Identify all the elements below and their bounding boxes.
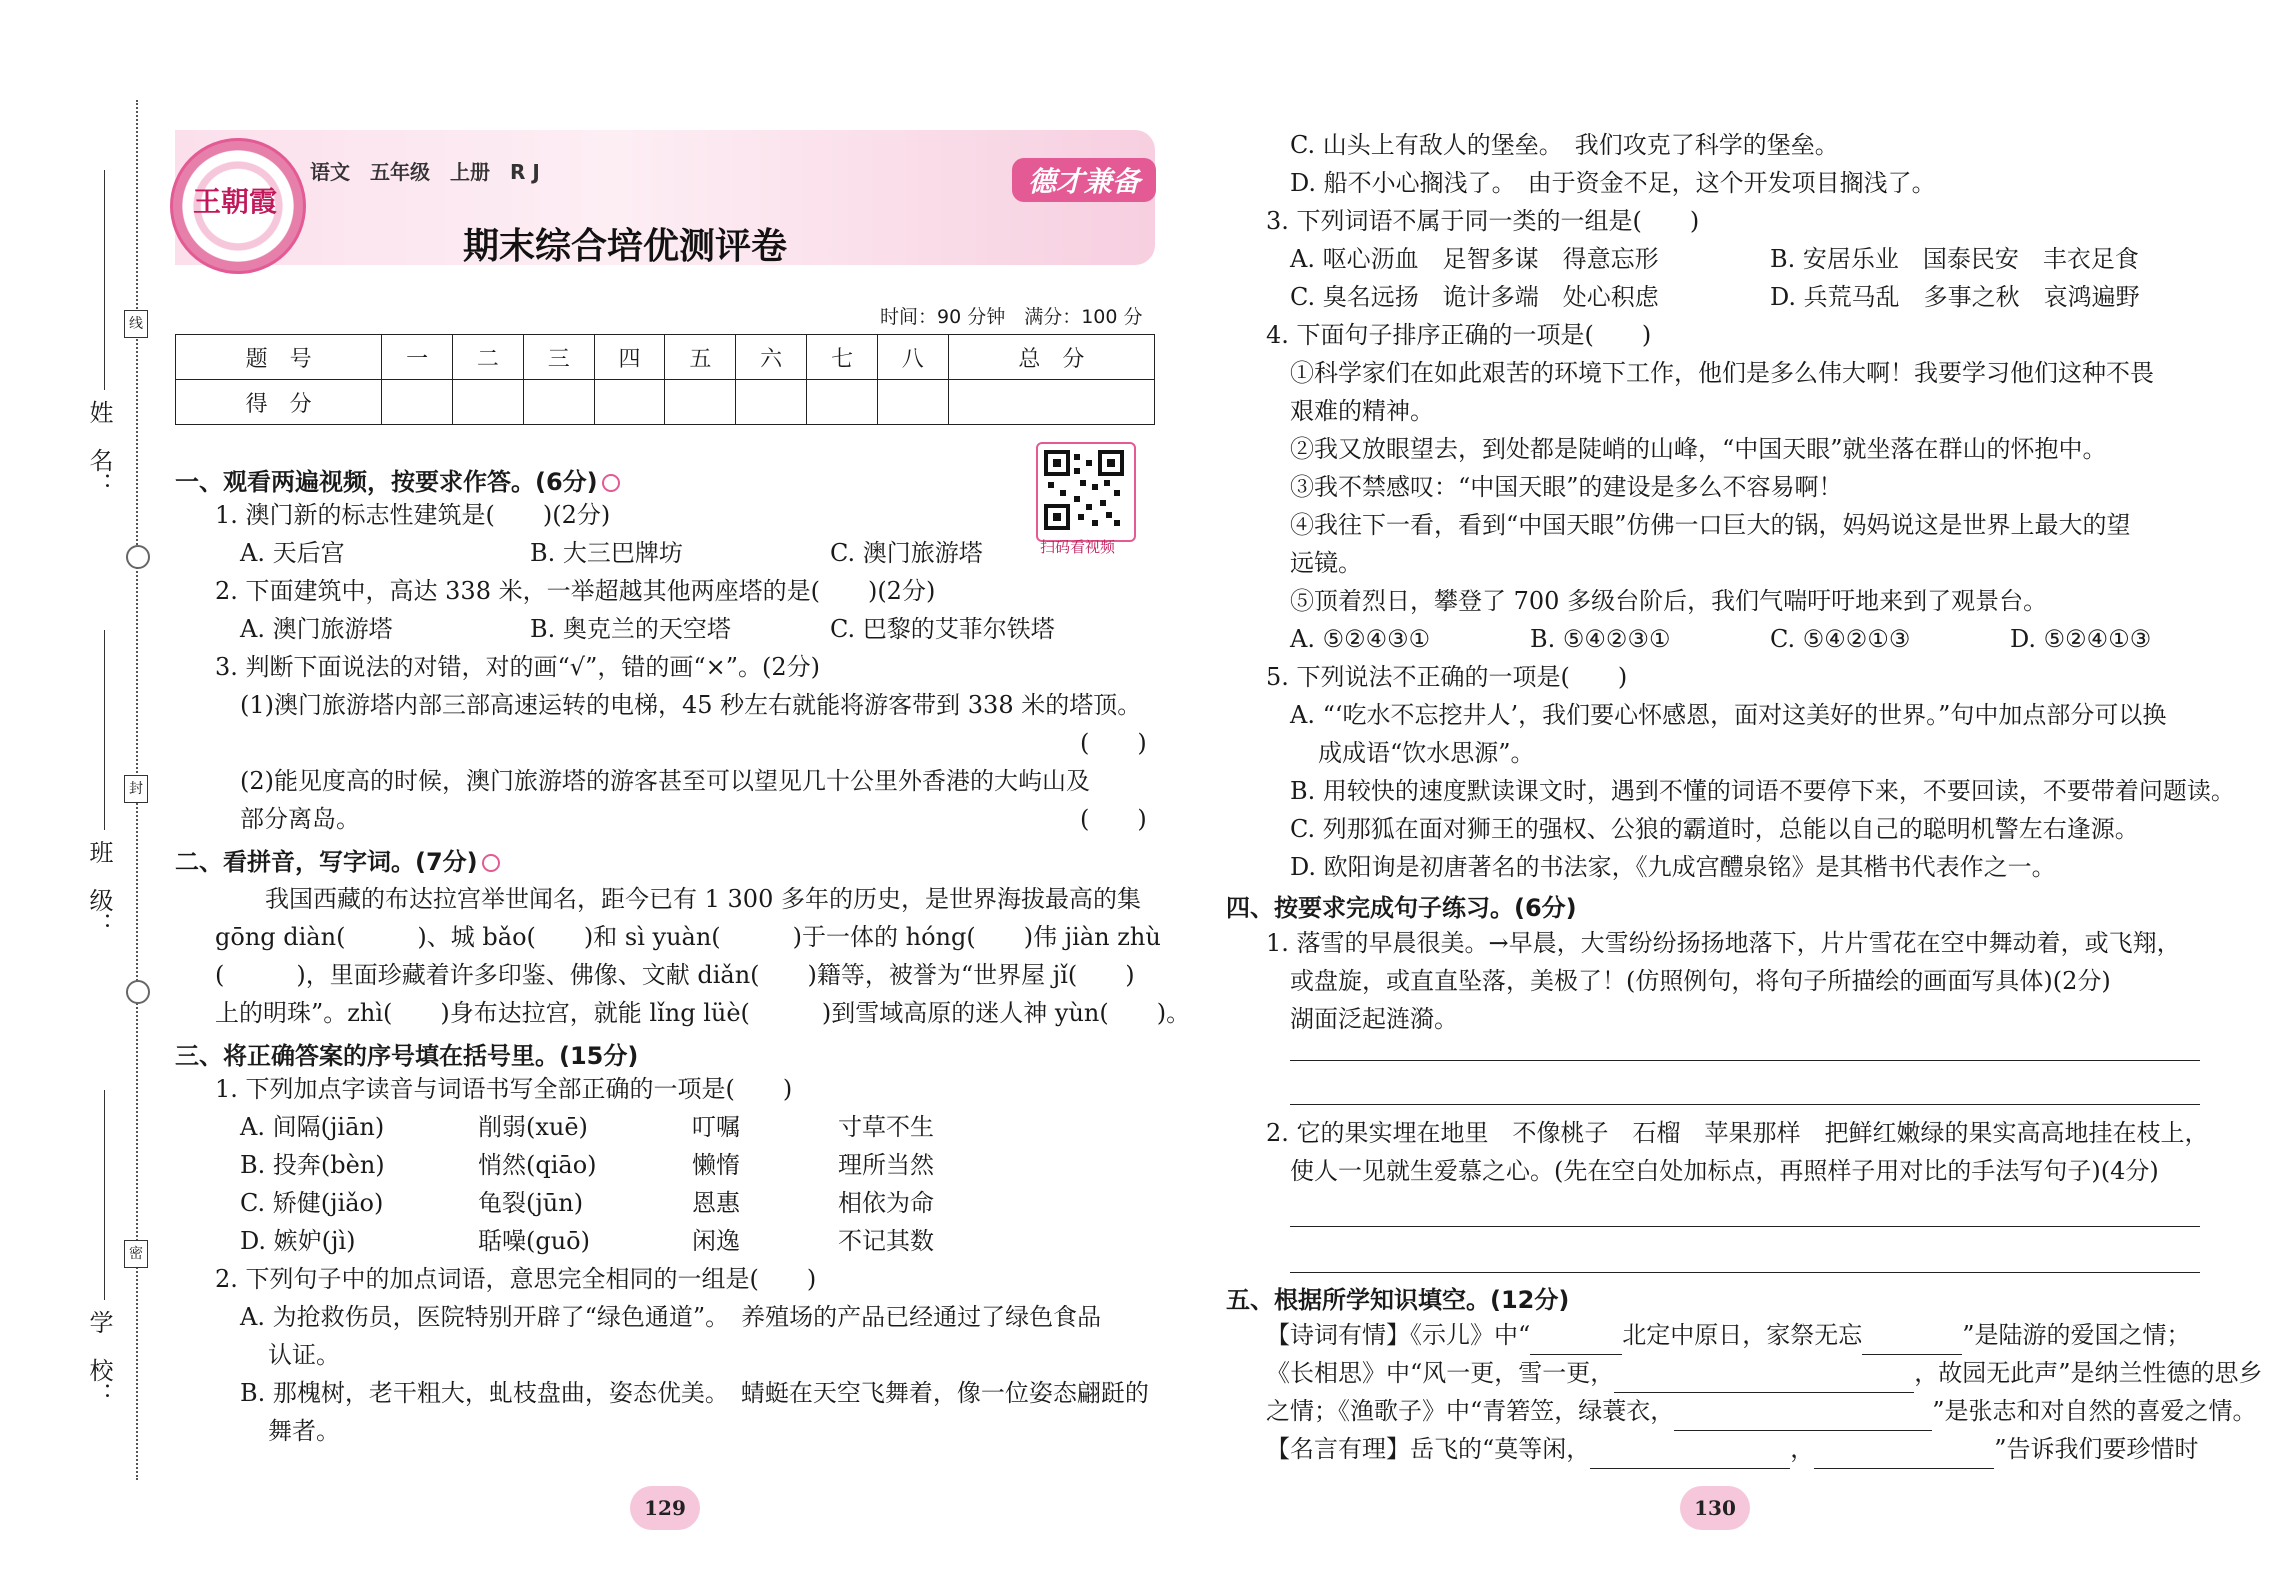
r-q2-option-c: C. 山头上有敌人的堡垒。 我们攻克了科学的堡垒。 [1290,131,1839,159]
score-cell[interactable] [665,380,736,425]
score-header-cell: 八 [877,335,948,380]
s5-blank[interactable] [1814,1430,1994,1469]
score-header-cell: 二 [453,335,524,380]
s4-q1-prompt: 湖面泛起涟漪。 [1290,1005,1458,1033]
r-q4-option-b: B. ⑤④②③① [1530,625,1671,653]
subject-line: 语文 五年级 上册 R J [310,160,540,184]
motto-badge: 德才兼备 [1012,158,1156,202]
name-label: 姓 名： [85,400,113,496]
section-4-title: 四、按要求完成句子练习。(6分) [1226,894,1577,922]
s5-line-4: 【名言有理】岳飞的“莫等闲， ， ”告诉我们要珍惜时 [1266,1430,2199,1469]
score-table [175,334,1155,425]
s5-blank[interactable] [1530,1316,1622,1355]
s2-paragraph-line-3: ( )，里面珍藏着许多印鉴、佛像、文献 diǎn( )籍等，被誉为“世界屋 jǐ( ) [215,961,1135,989]
r-q4-sentence-2: ②我又放眼望去，到处都是陡峭的山峰，“中国天眼”就坐落在群山的怀抱中。 [1290,435,2107,463]
s4-q2: 2. 它的果实埋在地里 不像桃子 石榴 苹果那样 把鲜红嫩绿的果实高高地挂在枝上， [1266,1119,2209,1147]
q1: 1. 澳门新的标志性建筑是( )(2分) [215,501,611,529]
s2-paragraph-line-1: 我国西藏的布达拉宫举世闻名，距今已有 1 300 多年的历史，是世界海拔最高的集 [265,885,1141,913]
s3-q1-b-2: 悄然(qiāo) [478,1151,597,1179]
s4-q1: 1. 落雪的早晨很美。→早晨，大雪纷纷扬扬地落下，片片雪花在空中舞动着，或飞翔， [1266,929,2181,957]
score-row-label: 得 分 [176,380,382,425]
s3-q2-option-a: A. 为抢救伤员，医院特别开辟了“绿色通道”。 养殖场的产品已经通过了绿色食品 [240,1303,1102,1331]
s3-q1-c-4: 相依为命 [838,1189,934,1217]
r-q5: 5. 下列说法不正确的一项是( ) [1266,663,1628,691]
r-q2-option-d: D. 船不小心搁浅了。 由于资金不足，这个开发项目搁浅了。 [1290,169,1936,197]
q1-option-a: A. 天后宫 [240,539,345,567]
class-label: 班 级： [85,840,113,936]
s4-q1-answer-line-1[interactable] [1290,1060,2200,1061]
time-info: 时间：90 分钟 满分：100 分 [880,306,1143,328]
s5-line-2: 《长相思》中“风一更，雪一更， ，故园无此声”是纳兰性德的思乡 [1266,1354,2263,1393]
q2-option-c: C. 巴黎的艾菲尔铁塔 [830,615,1055,643]
r-q4-sentence-3: ③我不禁感叹：“中国天眼”的建设是多么不容易啊！ [1290,473,1843,501]
q3-statement-2-cont: 部分离岛。 [240,805,360,833]
score-header-cell: 题 号 [176,335,382,380]
s3-q1-b-1: B. 投奔(bèn) [240,1151,385,1179]
r-q4-sentence-1: ①科学家们在如此艰苦的环境下工作，他们是多么伟大啊！我要学习他们这种不畏 [1290,359,2154,387]
r-q4-sentence-5: ⑤顶着烈日，攀登了 700 多级台阶后，我们气喘吁吁地来到了观景台。 [1290,587,2048,615]
class-blank[interactable] [104,630,105,830]
q2-option-a: A. 澳门旅游塔 [240,615,393,643]
mark-feng: 封 [124,775,148,803]
s5-blank[interactable] [1614,1354,1914,1393]
score-cell[interactable] [807,380,878,425]
s3-q2-option-b-cont: 舞者。 [268,1417,340,1445]
s5-line-3: 之情；《渔歌子》中“青箬笠，绿蓑衣， ”是张志和对自然的喜爱之情。 [1266,1392,2257,1431]
q3: 3. 判断下面说法的对错，对的画“√”，错的画“×”。(2分) [215,653,821,681]
s5-blank[interactable] [1590,1430,1790,1469]
r-q5-option-c: C. 列那狐在面对狮王的强权、公狼的霸道时，总能以自己的聪明机警左右逢源。 [1290,815,2139,843]
r-q3-option-b: B. 安居乐业 国泰民安 丰衣足食 [1770,245,2139,273]
q3-answer-1[interactable]: ( ) [1080,729,1147,757]
q3-statement-2: (2)能见度高的时候，澳门旅游塔的游客甚至可以望见几十公里外香港的大屿山及 [240,767,1090,795]
s3-q1-d-1: D. 嫉妒(jì) [240,1227,356,1255]
s3-q2: 2. 下列句子中的加点词语，意思完全相同的一组是( ) [215,1265,817,1293]
page-title: 期末综合培优测评卷 [462,226,787,267]
s4-q2-answer-line-1[interactable] [1290,1226,2200,1227]
section-2-title: 二、看拼音，写字词。(7分) [175,842,500,877]
r-q5-option-a-cont: 成成语“饮水思源”。 [1318,739,1535,767]
s4-q1-answer-line-2[interactable] [1290,1104,2200,1105]
r-q4-sentence-1-cont: 艰难的精神。 [1290,397,1434,425]
s2-paragraph-line-2: gōng diàn( )、城 bǎo( )和 sì yuàn( )于一体的 hóng( )伟 jiàn zhù [215,923,1161,951]
score-header-cell: 总 分 [948,335,1154,380]
r-q4-option-a: A. ⑤②④③① [1290,625,1431,653]
r-q3: 3. 下列词语不属于同一类的一组是( ) [1266,207,1700,235]
s4-q2-answer-line-2[interactable] [1290,1272,2200,1273]
score-value-row [176,380,1155,425]
score-cell[interactable] [382,380,453,425]
s3-q1-a-2: 削弱(xuē) [478,1113,588,1141]
brand-name: 王朝霞 [192,185,277,218]
s3-q1-a-3: 叮嘱 [692,1113,740,1141]
school-label: 学 校： [85,1310,113,1406]
score-header-cell: 三 [523,335,594,380]
score-header-cell: 七 [807,335,878,380]
q2-option-b: B. 奥克兰的天空塔 [530,615,731,643]
s5-line-1: 【诗词有情】《示儿》中“ 北定中原日，家祭无忘 ”是陆游的爱国之情； [1266,1316,2191,1355]
r-q5-option-a: A. “‘吃水不忘挖井人’，我们要心怀感恩，面对这美好的世界。”句中加点部分可以换 [1290,701,2167,729]
r-q4: 4. 下面句子排序正确的一项是( ) [1266,321,1652,349]
section-1-title: 一、观看两遍视频，按要求作答。(6分) [175,462,620,497]
score-cell[interactable] [948,380,1154,425]
score-header-cell: 四 [594,335,665,380]
s4-q2-cont: 使人一见就生爱慕之心。(先在空白处加标点，再照样子用对比的手法写句子)(4分) [1290,1157,2159,1185]
r-q3-option-d: D. 兵荒马乱 多事之秋 哀鸿遍野 [1770,283,2140,311]
binding-hole-icon [126,980,150,1004]
q3-statement-1: (1)澳门旅游塔内部三部高速运转的电梯，45 秒左右就能将游客带到 338 米的塔顶。 [240,691,1142,719]
q2: 2. 下面建筑中，高达 338 米，一举超越其他两座塔的是( )(2分) [215,577,936,605]
score-cell[interactable] [877,380,948,425]
r-q5-option-d: D. 欧阳询是初唐著名的书法家，《九成宫醴泉铭》是其楷书代表作之一。 [1290,853,2056,881]
page-number-left: 129 [630,1486,700,1530]
mark-xian: 线 [124,310,148,338]
qr-code-icon[interactable] [1044,450,1124,530]
score-cell[interactable] [594,380,665,425]
s3-q1-d-2: 聒噪(guō) [478,1227,590,1255]
q1-option-b: B. 大三巴牌坊 [530,539,683,567]
s5-blank[interactable] [1862,1316,1962,1355]
s3-q1-b-4: 理所当然 [838,1151,934,1179]
s3-q1-c-1: C. 矫健(jiǎo) [240,1189,384,1217]
score-cell[interactable] [453,380,524,425]
q1-option-c: C. 澳门旅游塔 [830,539,983,567]
page-number-right: 130 [1680,1486,1750,1530]
qr-label: 扫码看视频 [1040,538,1116,556]
score-cell[interactable] [736,380,807,425]
score-header-cell: 六 [736,335,807,380]
mark-mi: 密 [124,1240,148,1268]
s3-q1-a-4: 寸草不生 [838,1113,934,1141]
s2-paragraph-line-4: 上的明珠”。zhì( )身布达拉宫，就能 lǐng lüè( )到雪域高原的迷人神 yùn( )。 [215,999,1191,1027]
r-q4-sentence-4-cont: 远镜。 [1290,549,1362,577]
s3-q1-d-4: 不记其数 [838,1227,934,1255]
r-q3-option-c: C. 臭名远扬 诡计多端 处心积虑 [1290,283,1659,311]
s3-q1-b-3: 懒惰 [692,1151,740,1179]
s3-q2-option-b: B. 那槐树，老干粗大，虬枝盘曲，姿态优美。 蜻蜓在天空飞舞着，像一位姿态翩跹的 [240,1379,1149,1407]
name-blank[interactable] [104,170,105,390]
score-header-cell: 五 [665,335,736,380]
school-blank[interactable] [104,1090,105,1300]
s3-q1-d-3: 闲逸 [692,1227,740,1255]
score-cell[interactable] [523,380,594,425]
s3-q1-c-3: 恩惠 [692,1189,740,1217]
binding-hole-icon [126,545,150,569]
s3-q1: 1. 下列加点字读音与词语书写全部正确的一项是( ) [215,1075,793,1103]
s3-q1-c-2: 龟裂(jūn) [478,1189,584,1217]
score-header-row [176,335,1155,380]
s3-q2-option-a-cont: 认证。 [268,1341,340,1369]
audio-icon[interactable] [602,474,620,492]
r-q4-option-c: C. ⑤④②①③ [1770,625,1911,653]
s3-q1-a-1: A. 间隔(jiān) [240,1113,385,1141]
r-q4-sentence-4: ④我往下一看，看到“中国天眼”仿佛一口巨大的锅，妈妈说这是世界上最大的望 [1290,511,2131,539]
r-q4-option-d: D. ⑤②④①③ [2010,625,2152,653]
s5-blank[interactable] [1674,1392,1932,1431]
s4-q1-cont: 或盘旋，或直直坠落，美极了！(仿照例句，将句子所描绘的画面写具体)(2分) [1290,967,2111,995]
q3-answer-2[interactable]: ( ) [1080,805,1147,833]
r-q5-option-b: B. 用较快的速度默读课文时，遇到不懂的词语不要停下来，不要回读，不要带着问题读。 [1290,777,2235,805]
section-3-title: 三、将正确答案的序号填在括号里。(15分) [175,1042,639,1070]
audio-icon[interactable] [482,854,500,872]
score-header-cell: 一 [382,335,453,380]
r-q3-option-a: A. 呕心沥血 足智多谋 得意忘形 [1290,245,1659,273]
section-5-title: 五、根据所学知识填空。(12分) [1226,1286,1570,1314]
